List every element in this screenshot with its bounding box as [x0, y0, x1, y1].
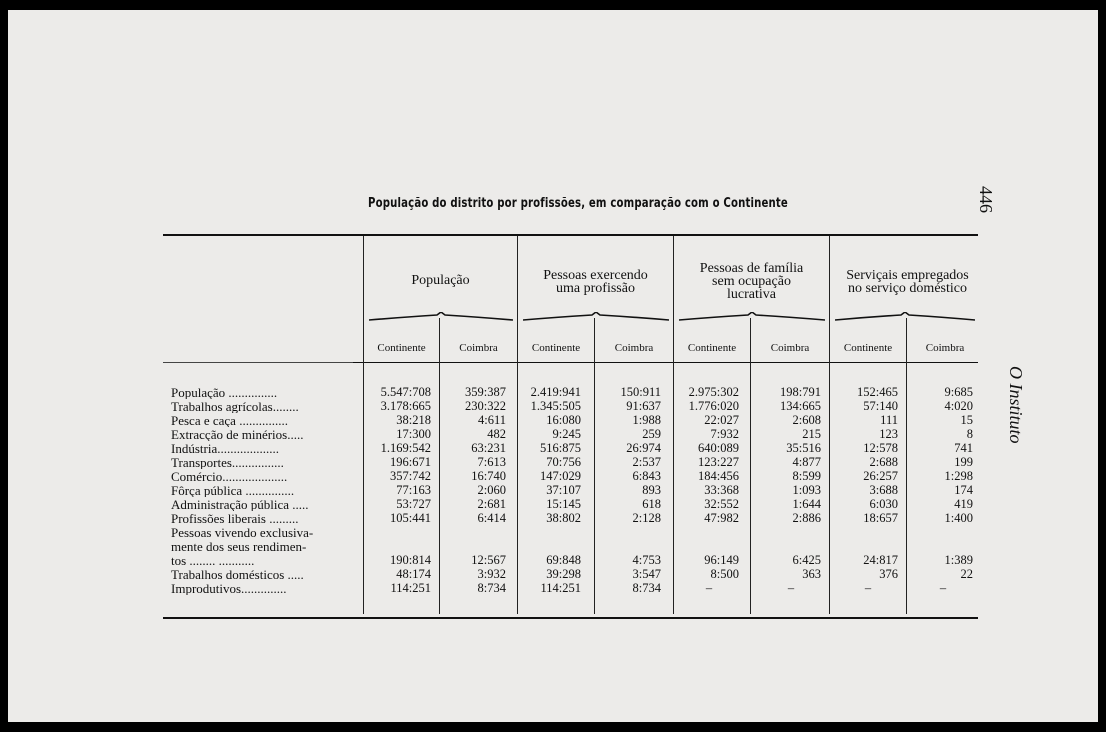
group-header-line: uma profissão [556, 281, 635, 296]
row-label: tos ........ ........... [171, 554, 255, 567]
table-cell: 640:089 [698, 441, 739, 455]
table-cell: 152:465 [857, 385, 898, 399]
group-header-line: no serviço doméstico [848, 281, 967, 296]
row-label: Comércio.................... [171, 470, 288, 483]
table-cell: 17:300 [396, 427, 431, 441]
group-header-line: Serviçais empregados [846, 268, 969, 283]
table-cell: 259 [642, 427, 661, 441]
table-cell: 4:877 [792, 455, 821, 469]
table-cell: 38:218 [396, 413, 431, 427]
table-cell: 91:637 [626, 399, 661, 413]
table-cell: 16:080 [546, 413, 581, 427]
table-cell: 57:140 [863, 399, 898, 413]
table-cell: 741 [954, 441, 973, 455]
table-cell: 4:753 [632, 553, 661, 567]
table-cell: 16:740 [471, 469, 506, 483]
table-cell: 363 [802, 567, 821, 581]
table-cell: 376 [879, 567, 898, 581]
table-cell: 32:552 [704, 497, 739, 511]
header-rule [353, 362, 978, 363]
group-header-servicais [830, 269, 985, 295]
row-label: Administração pública ..... [171, 498, 309, 511]
table-cell: 3.178:665 [380, 399, 431, 413]
row-label: Transportes................ [171, 456, 284, 469]
table-cell: 357:742 [390, 469, 431, 483]
subcolumn-header: Continente [843, 342, 893, 354]
row-label: Trabalhos domésticos ..... [171, 568, 304, 581]
table-cell: 174 [954, 483, 973, 497]
group-header-line: sem ocupação [712, 274, 791, 289]
table-cell: 1:298 [944, 469, 973, 483]
row-label: Trabalhos agrícolas........ [171, 400, 299, 413]
row-label: Pessoas vivendo exclusiva- [171, 526, 314, 539]
table-cell: 1:389 [944, 553, 973, 567]
label-rule [163, 362, 353, 363]
table-cell: 22 [960, 567, 973, 581]
statistics-table [163, 234, 978, 620]
table-cell: 4:611 [477, 413, 506, 427]
document-page [8, 10, 1098, 722]
group-header-pessoas-familia [674, 262, 829, 301]
row-label: Indústria................... [171, 442, 279, 455]
subcolumn-header: Continente [377, 342, 426, 354]
table-cell: 2:886 [792, 511, 821, 525]
table-cell: 9:245 [552, 427, 581, 441]
table-cell: 196:671 [390, 455, 431, 469]
table-cell: 1.776:020 [688, 399, 739, 413]
table-cell: 7:613 [477, 455, 506, 469]
row-label: Fôrça pública ............... [171, 484, 295, 497]
table-cell: 3:688 [869, 483, 898, 497]
table-cell: 3:932 [477, 567, 506, 581]
row-label: Extracção de minérios..... [171, 428, 304, 441]
brace-populacao [369, 312, 513, 322]
subcolumn-header: Continente [531, 342, 581, 354]
table-cell: 2.975:302 [688, 385, 739, 399]
table-cell: 5.547:708 [380, 385, 431, 399]
table-cell: 419 [954, 497, 973, 511]
table-cell: – [787, 581, 795, 595]
group-header-line: Pessoas exercendo [543, 268, 648, 283]
journal-name: O Instituto [1006, 366, 1026, 444]
brace-pessoas-familia [679, 312, 825, 322]
table-cell: 33:368 [704, 483, 739, 497]
table-cell: 15:145 [546, 497, 581, 511]
table-cell: 1.345:505 [530, 399, 581, 413]
subcolumn-header: Continente [687, 342, 737, 354]
group-header-pessoas-exercendo [518, 269, 673, 295]
table-cell: 12:578 [863, 441, 898, 455]
group-header-line: lucrativa [727, 287, 776, 302]
table-cell: 111 [880, 413, 898, 427]
subcolumn-header: Coimbra [770, 342, 810, 354]
page-title: População do distrito por profissões, em comparação com o Continente [368, 196, 788, 211]
table-cell: 22:027 [704, 413, 739, 427]
brace-pessoas-exercendo [523, 312, 669, 322]
row-label: Profissões liberais ......... [171, 512, 299, 525]
table-cell: 1:644 [792, 497, 821, 511]
table-cell: 2:681 [477, 497, 506, 511]
top-rule [163, 234, 978, 236]
brace-servicais [835, 312, 975, 322]
group-header-populacao [364, 274, 517, 287]
table-cell: 38:802 [546, 511, 581, 525]
table-cell: 105:441 [390, 511, 431, 525]
table-cell: 198:791 [780, 385, 821, 399]
table-cell: 2:060 [477, 483, 506, 497]
table-cell: – [705, 581, 713, 595]
table-cell: 18:657 [863, 511, 898, 525]
table-cell: 26:257 [863, 469, 898, 483]
table-cell: 3:547 [632, 567, 661, 581]
table-cell: 37:107 [546, 483, 581, 497]
table-cell: 893 [642, 483, 661, 497]
table-cell: – [939, 581, 947, 595]
table-cell: 39:298 [546, 567, 581, 581]
table-cell: 114:251 [390, 581, 431, 595]
row-label: Pesca e caça ............... [171, 414, 288, 427]
table-cell: 123:227 [698, 455, 739, 469]
table-cell: 12:567 [471, 553, 506, 567]
table-cell: 6:030 [869, 497, 898, 511]
table-cell: 2:537 [632, 455, 661, 469]
table-cell: 1:093 [792, 483, 821, 497]
group-header-line: Pessoas de família [699, 261, 804, 276]
table-cell: 2:608 [792, 413, 821, 427]
table-cell: 6:425 [792, 553, 821, 567]
table-cell: 184:456 [698, 469, 739, 483]
table-cell: 69:848 [546, 553, 581, 567]
table-cell: 1.169:542 [380, 441, 431, 455]
table-cell: 96:149 [704, 553, 739, 567]
table-cell: 53:727 [396, 497, 431, 511]
row-label: Improdutivos.............. [171, 582, 287, 595]
table-cell: 190:814 [390, 553, 431, 567]
table-cell: 8:599 [792, 469, 821, 483]
table-cell: 8 [966, 427, 973, 441]
page-number: 446 [976, 186, 996, 213]
table-cell: 2:688 [869, 455, 898, 469]
table-cell: 2.419:941 [530, 385, 581, 399]
table-cell: 47:982 [704, 511, 739, 525]
table-cell: 150:911 [620, 385, 661, 399]
group-header-line: População [411, 273, 470, 288]
table-cell: 8:734 [632, 581, 661, 595]
table-cell: 516:875 [540, 441, 581, 455]
table-cell: 114:251 [540, 581, 581, 595]
table-cell: 359:387 [465, 385, 506, 399]
row-label: População ............... [171, 386, 278, 399]
table-cell: 230:322 [465, 399, 506, 413]
bottom-rule [163, 617, 978, 619]
table-cell: 134:665 [780, 399, 821, 413]
table-cell: 7:932 [710, 427, 739, 441]
subcolumn-header: Coimbra [925, 342, 965, 354]
table-cell: 70:756 [546, 455, 581, 469]
table-cell: 8:500 [710, 567, 739, 581]
table-cell: 147:029 [540, 469, 581, 483]
table-cell: 77:163 [396, 483, 431, 497]
table-cell: 482 [487, 427, 506, 441]
table-cell: 215 [802, 427, 821, 441]
table-cell: 48:174 [396, 567, 431, 581]
table-cell: 15 [960, 413, 973, 427]
table-cell: 63:231 [471, 441, 506, 455]
row-label: mente dos seus rendimen- [171, 540, 307, 553]
subcolumn-header: Coimbra [614, 342, 654, 354]
table-cell: 35:516 [786, 441, 821, 455]
table-cell: – [864, 581, 872, 595]
table-cell: 24:817 [863, 553, 898, 567]
table-cell: 199 [954, 455, 973, 469]
subcolumn-header: Coimbra [459, 342, 498, 354]
table-cell: 9:685 [944, 385, 973, 399]
table-cell: 26:974 [626, 441, 661, 455]
table-cell: 6:843 [632, 469, 661, 483]
table-cell: 1:400 [944, 511, 973, 525]
table-cell: 8:734 [477, 581, 506, 595]
table-cell: 123 [879, 427, 898, 441]
table-cell: 4:020 [944, 399, 973, 413]
table-cell: 618 [642, 497, 661, 511]
table-cell: 6:414 [477, 511, 506, 525]
table-cell: 2:128 [632, 511, 661, 525]
table-cell: 1:988 [632, 413, 661, 427]
